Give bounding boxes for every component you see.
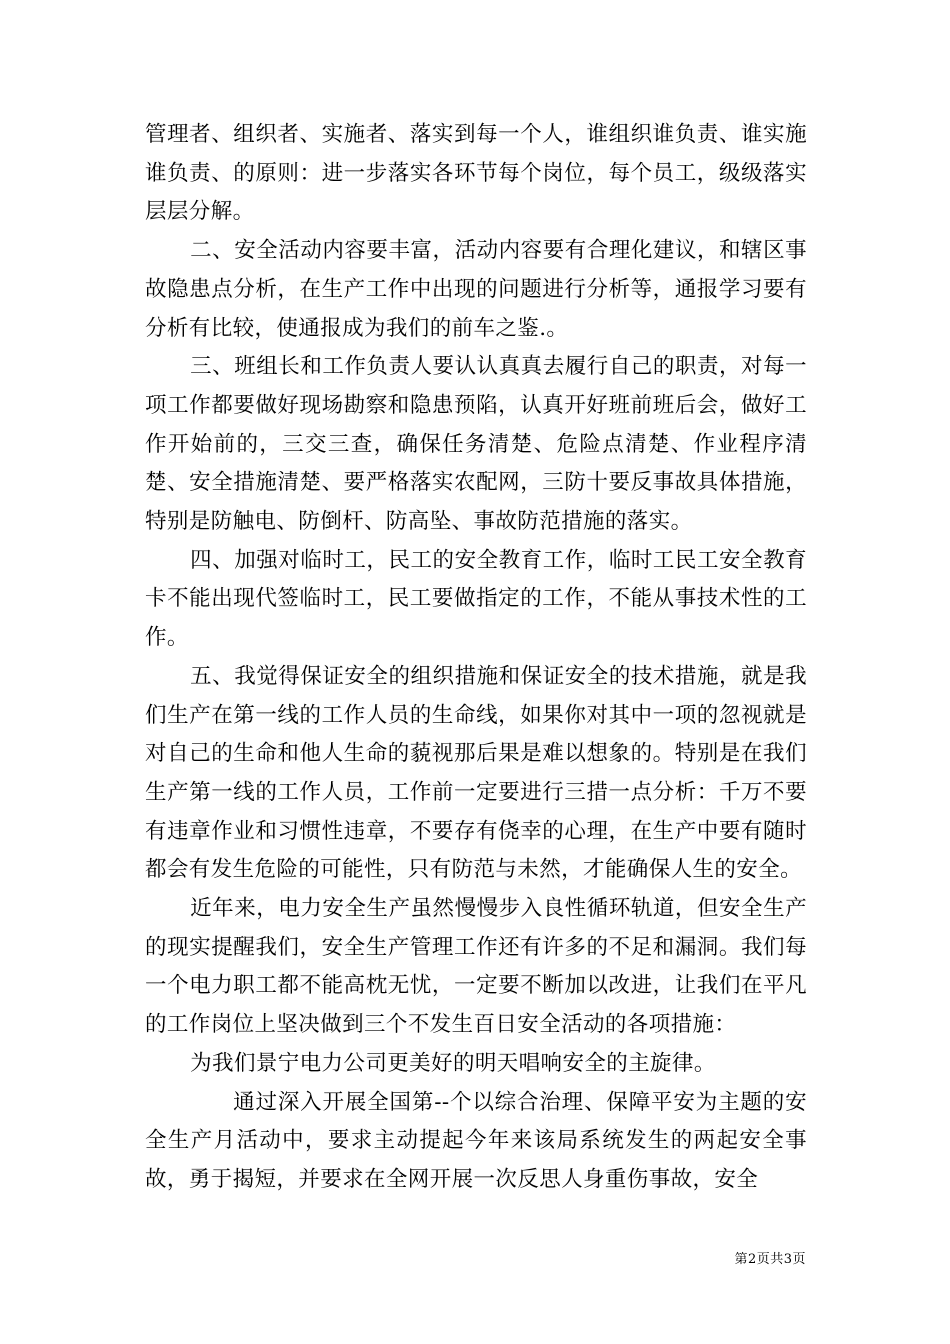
paragraph-item-3: 三、班组长和工作负责人要认认真真去履行自己的职责，对每一项工作都要做好现场勘察和隐患预陷，认真开好班前班后会，做好工作开始前的，三交三查，确保任务清楚、危险点清楚、作业程序清楚、安全措施清楚、要严格落实农配网，三防十要反事故具体措施，特别是防触电、防倒杆、防高坠、事故防范措施的落实。 xyxy=(145,354,807,535)
paragraph-recent-years: 近年来，电力安全生产虽然慢慢步入良性循环轨道，但安全生产的现实提醒我们，安全生产管理工作还有许多的不足和漏洞。我们每一个电力职工都不能高枕无忧，一定要不断加以改进，让我们在平凡的工作岗位上坚决做到三个不发生百日安全活动的各项措施： xyxy=(145,896,807,1038)
page-number: 第2页共3页 xyxy=(734,1252,806,1267)
paragraph-slogan: 为我们景宁电力公司更美好的明天唱响安全的主旋律。 xyxy=(190,1050,716,1076)
paragraph-item-4: 四、加强对临时工，民工的安全教育工作，临时工民工安全教育卡不能出现代签临时工，民工要做指定的工作，不能从事技术性的工作。 xyxy=(145,547,807,651)
paragraph-item-2: 二、安全活动内容要丰富，活动内容要有合理化建议，和辖区事故隐患点分析，在生产工作中出现的问题进行分析等，通报学习要有分析有比较，使通报成为我们的前车之鉴.。 xyxy=(145,238,807,341)
paragraph-item-5: 五、我觉得保证安全的组织措施和保证安全的技术措施，就是我们生产在第一线的工作人员的生命线，如果你对其中一项的忽视就是对自己的生命和他人生命的藐视那后果是难以想象的。特别是在我们生产第一线的工作人员，工作前一定要进行三措一点分析：千万不要有违章作业和习惯性违章，不要存有侥幸的心理，在生产中要有随时都会有发生危险的可能性，只有防范与未然，才能确保人生的安全。 xyxy=(145,663,807,883)
paragraph-safety-month: 通过深入开展全国第--个以综合治理、保障平安为主题的安全生产月活动中，要求主动提起今年来该局系统发生的两起安全事故，勇于揭短，并要求在全网开展一次反思人身重伤事故，安全 xyxy=(145,1089,807,1192)
body-text xyxy=(145,116,807,1200)
paragraph-continuation: 管理者、组织者、实施者、落实到每一个人，谁组织谁负责、谁实施谁负责、的原则：进一步落实各环节每个岗位，每个员工，级级落实层层分解。 xyxy=(145,122,807,225)
